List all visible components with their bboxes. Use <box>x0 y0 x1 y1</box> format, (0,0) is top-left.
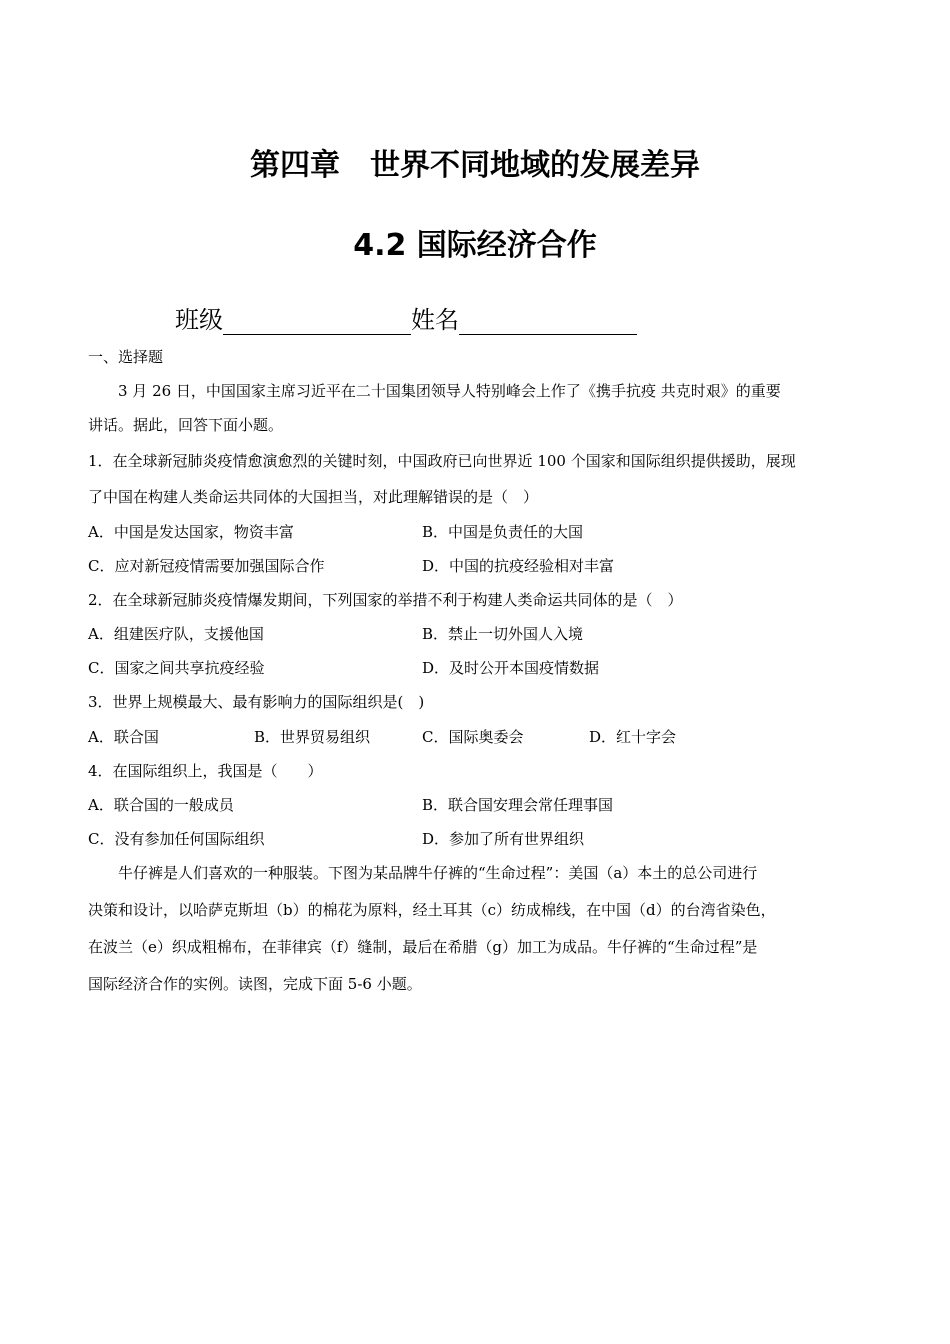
q4-stem: 4．在国际组织上，我国是（ ） <box>88 762 323 780</box>
name-label: 姓名 <box>411 306 459 334</box>
q1-option-c[interactable]: C．应对新冠疫情需要加强国际合作 <box>88 557 325 575</box>
q3-option-a[interactable]: A．联合国 <box>88 728 159 746</box>
q1-option-a[interactable]: A．中国是发达国家，物资丰富 <box>88 523 294 541</box>
q2-option-c[interactable]: C．国家之间共享抗疫经验 <box>88 659 265 677</box>
q2-stem: 2．在全球新冠肺炎疫情爆发期间，下列国家的举措不利于构建人类命运共同体的是（ ） <box>88 591 683 609</box>
q3-option-c[interactable]: C．国际奥委会 <box>422 728 524 746</box>
intro2-line2: 决策和设计，以哈萨克斯坦（b）的棉花为原料，经土耳其（c）纺成棉线，在中国（d）的台湾省染色， <box>88 901 776 919</box>
q1-option-b[interactable]: B．中国是负责任的大国 <box>422 523 584 541</box>
q3-option-b[interactable]: B．世界贸易组织 <box>254 728 371 746</box>
name-blank[interactable] <box>459 308 637 335</box>
q2-option-d[interactable]: D．及时公开本国疫情数据 <box>422 659 600 677</box>
class-blank[interactable] <box>223 308 411 335</box>
intro1-line1: 3 月 26 日，中国国家主席习近平在二十国集团领导人特别峰会上作了《携手抗疫 共克时艰》的重要 <box>118 382 781 400</box>
q1-option-d[interactable]: D．中国的抗疫经验相对丰富 <box>422 557 615 575</box>
q1-stem-line1: 1．在全球新冠肺炎疫情愈演愈烈的关键时刻，中国政府已向世界近 100 个国家和国际组织提供援助，展现 <box>88 452 796 470</box>
section-title: 4.2 国际经济合作 <box>353 228 597 263</box>
q2-option-b[interactable]: B．禁止一切外国人入境 <box>422 625 584 643</box>
q4-option-b[interactable]: B．联合国安理会常任理事国 <box>422 796 614 814</box>
q1-stem-line2: 了中国在构建人类命运共同体的大国担当，对此理解错误的是（ ） <box>88 488 539 506</box>
q4-option-d[interactable]: D．参加了所有世界组织 <box>422 830 585 848</box>
q4-option-c[interactable]: C．没有参加任何国际组织 <box>88 830 265 848</box>
intro2-line1: 牛仔裤是人们喜欢的一种服装。下图为某品牌牛仔裤的“生命过程”：美国（a）本土的总公司进行 <box>118 864 758 882</box>
section-heading: 一、选择题 <box>88 348 164 366</box>
intro1-line2: 讲话。据此，回答下面小题。 <box>88 416 284 434</box>
q3-stem: 3．世界上规模最大、最有影响力的国际组织是( ) <box>88 693 425 711</box>
intro2-line3: 在波兰（e）织成粗棉布，在菲律宾（f）缝制，最后在希腊（g）加工为成品。牛仔裤的“生命过程”是 <box>88 938 758 956</box>
intro2-line4: 国际经济合作的实例。读图，完成下面 5-6 小题。 <box>88 975 422 993</box>
chapter-title: 第四章 世界不同地域的发展差异 <box>250 148 700 183</box>
class-name-row <box>175 300 637 335</box>
q2-option-a[interactable]: A．组建医疗队，支援他国 <box>88 625 264 643</box>
q3-option-d[interactable]: D．红十字会 <box>589 728 677 746</box>
class-label: 班级 <box>175 306 223 334</box>
q4-option-a[interactable]: A．联合国的一般成员 <box>88 796 234 814</box>
